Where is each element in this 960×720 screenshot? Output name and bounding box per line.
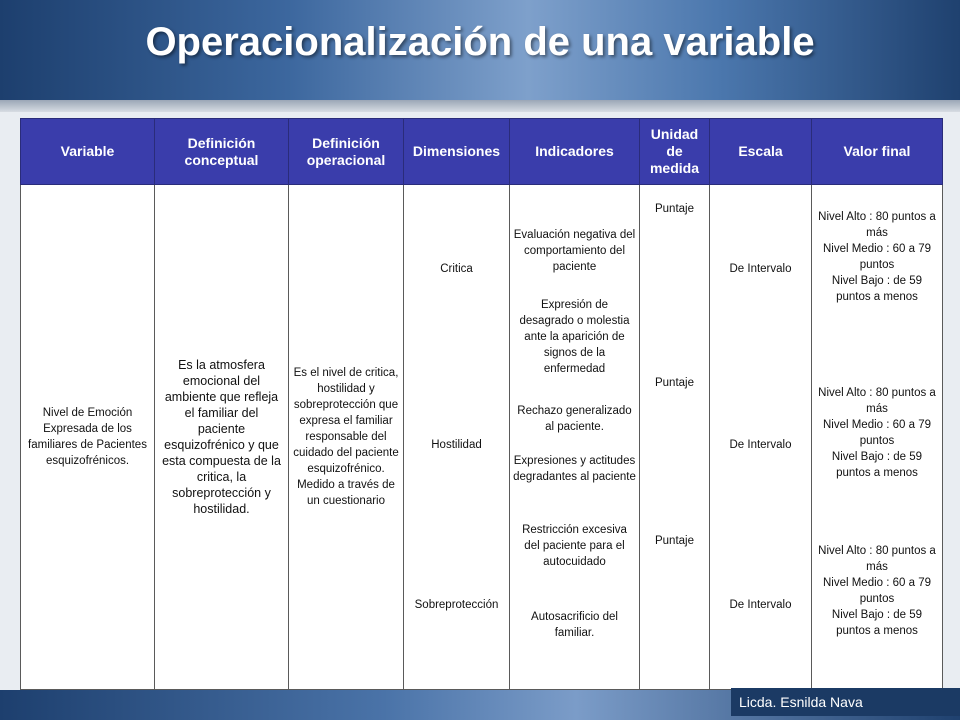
cell-definicion-operacional: Es el nivel de critica, hostilidad y sobreprotección que expresa el familiar responsable del cuidado del paciente esquizofrénico. Medido a través de un cuestionario [289, 185, 404, 690]
valor-nivel-alto: Nivel Alto : 80 puntos a más [818, 545, 936, 573]
escala-intervalo-2: De Intervalo [729, 439, 792, 451]
author-label: Licda. Esnilda Nava [731, 688, 960, 716]
dimension-hostilidad: Hostilidad [431, 439, 482, 451]
indicator-item: Restricción excesiva del paciente para el autocuidado [522, 524, 627, 568]
valor-final-group-1 [815, 209, 939, 305]
unidad-puntaje-3: Puntaje [654, 535, 694, 547]
unidad-puntaje-1: Puntaje [654, 203, 694, 215]
indicator-item: Rechazo generalizado al paciente. [517, 405, 632, 433]
indicator-item: Autosacrificio del familiar. [531, 611, 618, 639]
valor-nivel-alto: Nivel Alto : 80 puntos a más [818, 387, 936, 415]
operationalization-table [20, 118, 943, 690]
valor-nivel-medio: Nivel Medio : 60 a 79 puntos [822, 419, 932, 447]
valor-nivel-bajo: Nivel Bajo : de 59 puntos a menos [831, 451, 923, 479]
valor-nivel-bajo: Nivel Bajo : de 59 puntos a menos [831, 609, 923, 637]
header-unidad-medida: Unidad de medida [640, 119, 710, 185]
cell-valor-final [812, 185, 943, 690]
valor-final-group-3 [815, 543, 939, 639]
header-definicion-operacional: Definición operacional [289, 119, 404, 185]
operationalization-table-container [20, 118, 942, 690]
escala-intervalo-3: De Intervalo [729, 599, 792, 611]
cell-definicion-conceptual: Es la atmosfera emocional del ambiente que refleja el familiar del paciente esquizofrénico y que esta compuesta de la critica, la sobreprotección y hostilidad. [155, 185, 289, 690]
table-header-row [21, 119, 943, 185]
table-row [21, 185, 943, 690]
valor-nivel-medio: Nivel Medio : 60 a 79 puntos [822, 243, 932, 271]
header-variable: Variable [21, 119, 155, 185]
cell-variable: Nivel de Emoción Expresada de los familiares de Pacientes esquizofrénicos. [21, 185, 155, 690]
indicator-item: Expresiones y actitudes degradantes al paciente [513, 455, 636, 483]
cell-dimensiones [404, 185, 510, 690]
valor-nivel-alto: Nivel Alto : 80 puntos a más [818, 211, 936, 239]
header-indicadores: Indicadores [510, 119, 640, 185]
indicator-item: Evaluación negativa del comportamiento del paciente [513, 229, 636, 273]
header-definicion-conceptual: Definición conceptual [155, 119, 289, 185]
valor-nivel-bajo: Nivel Bajo : de 59 puntos a menos [831, 275, 923, 303]
cell-escala [710, 185, 812, 690]
header-valor-final: Valor final [812, 119, 943, 185]
cell-indicadores [510, 185, 640, 690]
dimension-sobreproteccion: Sobreprotección [414, 599, 499, 611]
slide-title: Operacionalización de una variable [145, 20, 815, 64]
header-escala: Escala [710, 119, 812, 185]
indicator-item: Expresión de desagrado o molestia ante la aparición de signos de la enfermedad [519, 299, 630, 375]
header-dimensiones: Dimensiones [404, 119, 510, 185]
cell-unidad-medida [640, 185, 710, 690]
valor-nivel-medio: Nivel Medio : 60 a 79 puntos [822, 577, 932, 605]
dimension-critica: Critica [440, 263, 473, 275]
valor-final-group-2 [815, 385, 939, 481]
escala-intervalo-1: De Intervalo [729, 263, 792, 275]
header-shadow [0, 100, 960, 112]
unidad-puntaje-2: Puntaje [654, 377, 694, 389]
